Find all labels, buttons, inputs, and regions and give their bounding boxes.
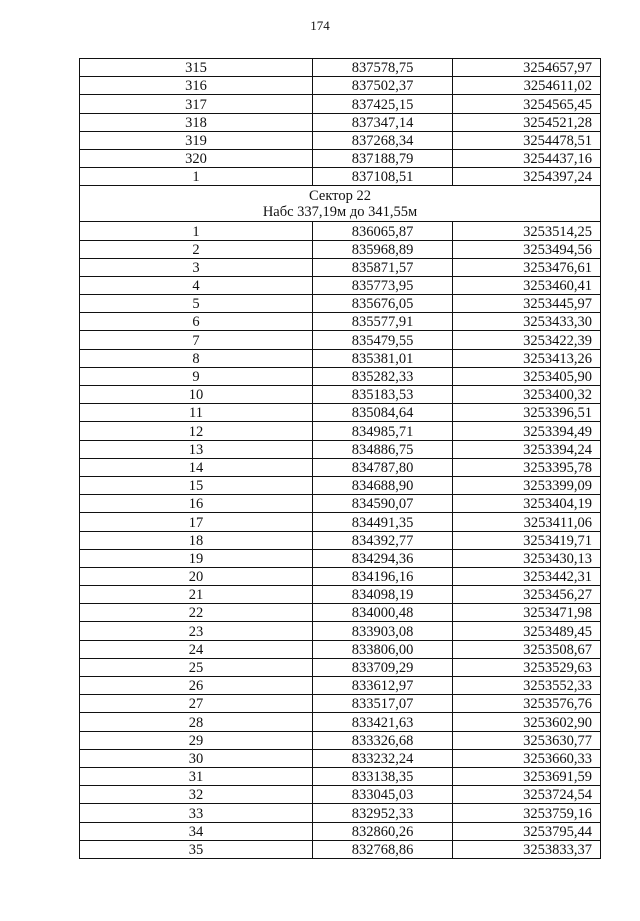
x-coordinate-cell: 834787,80 <box>313 458 453 476</box>
sector-header-cell <box>80 186 601 222</box>
point-number-cell: 24 <box>80 640 313 658</box>
table-row <box>80 604 601 622</box>
y-coordinate-cell: 3253552,33 <box>453 677 601 695</box>
table-row <box>80 822 601 840</box>
x-coordinate-cell: 835773,95 <box>313 276 453 294</box>
table-row <box>80 513 601 531</box>
x-coordinate-cell: 834688,90 <box>313 476 453 494</box>
y-coordinate-cell: 3254657,97 <box>453 59 601 77</box>
point-number-cell: 23 <box>80 622 313 640</box>
table-row <box>80 695 601 713</box>
table-row <box>80 313 601 331</box>
point-number-cell: 318 <box>80 113 313 131</box>
x-coordinate-cell: 834294,36 <box>313 549 453 567</box>
x-coordinate-cell: 833806,00 <box>313 640 453 658</box>
x-coordinate-cell: 834985,71 <box>313 422 453 440</box>
point-number-cell: 12 <box>80 422 313 440</box>
table-row <box>80 531 601 549</box>
x-coordinate-cell: 834886,75 <box>313 440 453 458</box>
point-number-cell: 27 <box>80 695 313 713</box>
y-coordinate-cell: 3253411,06 <box>453 513 601 531</box>
coordinates-table <box>79 58 601 859</box>
y-coordinate-cell: 3254437,16 <box>453 149 601 167</box>
y-coordinate-cell: 3253471,98 <box>453 604 601 622</box>
y-coordinate-cell: 3253724,54 <box>453 786 601 804</box>
point-number-cell: 8 <box>80 349 313 367</box>
table-row <box>80 149 601 167</box>
y-coordinate-cell: 3253395,78 <box>453 458 601 476</box>
x-coordinate-cell: 835084,64 <box>313 404 453 422</box>
point-number-cell: 319 <box>80 131 313 149</box>
page-number: 174 <box>310 18 330 33</box>
x-coordinate-cell: 837108,51 <box>313 168 453 186</box>
point-number-cell: 315 <box>80 59 313 77</box>
x-coordinate-cell: 835183,53 <box>313 386 453 404</box>
table-row <box>80 549 601 567</box>
table-row <box>80 168 601 186</box>
sector-title: Сектор 22 <box>309 188 371 205</box>
table-row <box>80 349 601 367</box>
point-number-cell: 15 <box>80 476 313 494</box>
y-coordinate-cell: 3254611,02 <box>453 77 601 95</box>
y-coordinate-cell: 3253576,76 <box>453 695 601 713</box>
x-coordinate-cell: 835479,55 <box>313 331 453 349</box>
point-number-cell: 14 <box>80 458 313 476</box>
point-number-cell: 22 <box>80 604 313 622</box>
table-row <box>80 476 601 494</box>
y-coordinate-cell: 3254521,28 <box>453 113 601 131</box>
point-number-cell: 5 <box>80 295 313 313</box>
x-coordinate-cell: 837268,34 <box>313 131 453 149</box>
table-row <box>80 113 601 131</box>
y-coordinate-cell: 3253413,26 <box>453 349 601 367</box>
y-coordinate-cell: 3253529,63 <box>453 658 601 676</box>
table-row <box>80 749 601 767</box>
x-coordinate-cell: 837347,14 <box>313 113 453 131</box>
y-coordinate-cell: 3253476,61 <box>453 258 601 276</box>
point-number-cell: 2 <box>80 240 313 258</box>
table-row <box>80 404 601 422</box>
point-number-cell: 7 <box>80 331 313 349</box>
point-number-cell: 32 <box>80 786 313 804</box>
y-coordinate-cell: 3253508,67 <box>453 640 601 658</box>
y-coordinate-cell: 3253514,25 <box>453 222 601 240</box>
table-row <box>80 731 601 749</box>
y-coordinate-cell: 3254478,51 <box>453 131 601 149</box>
x-coordinate-cell: 835871,57 <box>313 258 453 276</box>
point-number-cell: 1 <box>80 222 313 240</box>
table-row <box>80 786 601 804</box>
x-coordinate-cell: 834590,07 <box>313 495 453 513</box>
x-coordinate-cell: 833517,07 <box>313 695 453 713</box>
point-number-cell: 20 <box>80 567 313 585</box>
point-number-cell: 29 <box>80 731 313 749</box>
table-row <box>80 95 601 113</box>
table-row <box>80 222 601 240</box>
x-coordinate-cell: 836065,87 <box>313 222 453 240</box>
point-number-cell: 4 <box>80 276 313 294</box>
table-row <box>80 622 601 640</box>
table-row <box>80 77 601 95</box>
y-coordinate-cell: 3253405,90 <box>453 367 601 385</box>
point-number-cell: 26 <box>80 677 313 695</box>
table-row <box>80 840 601 858</box>
point-number-cell: 316 <box>80 77 313 95</box>
point-number-cell: 1 <box>80 168 313 186</box>
point-number-cell: 11 <box>80 404 313 422</box>
x-coordinate-cell: 833612,97 <box>313 677 453 695</box>
point-number-cell: 9 <box>80 367 313 385</box>
y-coordinate-cell: 3254565,45 <box>453 95 601 113</box>
point-number-cell: 17 <box>80 513 313 531</box>
x-coordinate-cell: 832952,33 <box>313 804 453 822</box>
y-coordinate-cell: 3253460,41 <box>453 276 601 294</box>
x-coordinate-cell: 835968,89 <box>313 240 453 258</box>
y-coordinate-cell: 3253445,97 <box>453 295 601 313</box>
y-coordinate-cell: 3253833,37 <box>453 840 601 858</box>
y-coordinate-cell: 3253489,45 <box>453 622 601 640</box>
table-row <box>80 386 601 404</box>
x-coordinate-cell: 834392,77 <box>313 531 453 549</box>
point-number-cell: 3 <box>80 258 313 276</box>
point-number-cell: 30 <box>80 749 313 767</box>
rows-after-sector <box>80 222 601 859</box>
y-coordinate-cell: 3253404,19 <box>453 495 601 513</box>
x-coordinate-cell: 837425,15 <box>313 95 453 113</box>
point-number-cell: 19 <box>80 549 313 567</box>
point-number-cell: 21 <box>80 586 313 604</box>
table-row <box>80 677 601 695</box>
x-coordinate-cell: 835676,05 <box>313 295 453 313</box>
x-coordinate-cell: 833709,29 <box>313 658 453 676</box>
point-number-cell: 31 <box>80 767 313 785</box>
x-coordinate-cell: 837502,37 <box>313 77 453 95</box>
table-row <box>80 567 601 585</box>
x-coordinate-cell: 833903,08 <box>313 622 453 640</box>
point-number-cell: 320 <box>80 149 313 167</box>
table-row <box>80 367 601 385</box>
table-row <box>80 713 601 731</box>
x-coordinate-cell: 833232,24 <box>313 749 453 767</box>
table-row <box>80 276 601 294</box>
point-number-cell: 33 <box>80 804 313 822</box>
y-coordinate-cell: 3253630,77 <box>453 731 601 749</box>
x-coordinate-cell: 834196,16 <box>313 567 453 585</box>
table-row <box>80 458 601 476</box>
table-row <box>80 586 601 604</box>
x-coordinate-cell: 837578,75 <box>313 59 453 77</box>
table-row <box>80 240 601 258</box>
rows-before-sector <box>80 59 601 186</box>
point-number-cell: 317 <box>80 95 313 113</box>
x-coordinate-cell: 833138,35 <box>313 767 453 785</box>
table-row <box>80 804 601 822</box>
x-coordinate-cell: 833326,68 <box>313 731 453 749</box>
point-number-cell: 16 <box>80 495 313 513</box>
y-coordinate-cell: 3253430,13 <box>453 549 601 567</box>
sector-header-row <box>80 186 601 222</box>
point-number-cell: 28 <box>80 713 313 731</box>
y-coordinate-cell: 3253399,09 <box>453 476 601 494</box>
table-row <box>80 495 601 513</box>
point-number-cell: 13 <box>80 440 313 458</box>
y-coordinate-cell: 3253394,49 <box>453 422 601 440</box>
x-coordinate-cell: 837188,79 <box>313 149 453 167</box>
point-number-cell: 35 <box>80 840 313 858</box>
y-coordinate-cell: 3253400,32 <box>453 386 601 404</box>
table-row <box>80 131 601 149</box>
x-coordinate-cell: 832768,86 <box>313 840 453 858</box>
sector-header-body <box>80 186 601 222</box>
table-row <box>80 422 601 440</box>
table-row <box>80 59 601 77</box>
y-coordinate-cell: 3253396,51 <box>453 404 601 422</box>
y-coordinate-cell: 3253394,24 <box>453 440 601 458</box>
y-coordinate-cell: 3253759,16 <box>453 804 601 822</box>
table-row <box>80 295 601 313</box>
y-coordinate-cell: 3253433,30 <box>453 313 601 331</box>
x-coordinate-cell: 834098,19 <box>313 586 453 604</box>
point-number-cell: 34 <box>80 822 313 840</box>
point-number-cell: 25 <box>80 658 313 676</box>
table-row <box>80 767 601 785</box>
y-coordinate-cell: 3253422,39 <box>453 331 601 349</box>
x-coordinate-cell: 834000,48 <box>313 604 453 622</box>
x-coordinate-cell: 835577,91 <box>313 313 453 331</box>
table-row <box>80 331 601 349</box>
y-coordinate-cell: 3253442,31 <box>453 567 601 585</box>
table-row <box>80 658 601 676</box>
x-coordinate-cell: 833045,03 <box>313 786 453 804</box>
x-coordinate-cell: 835282,33 <box>313 367 453 385</box>
point-number-cell: 18 <box>80 531 313 549</box>
table-row <box>80 440 601 458</box>
table-row <box>80 258 601 276</box>
point-number-cell: 10 <box>80 386 313 404</box>
point-number-cell: 6 <box>80 313 313 331</box>
x-coordinate-cell: 834491,35 <box>313 513 453 531</box>
y-coordinate-cell: 3254397,24 <box>453 168 601 186</box>
y-coordinate-cell: 3253456,27 <box>453 586 601 604</box>
y-coordinate-cell: 3253602,90 <box>453 713 601 731</box>
x-coordinate-cell: 833421,63 <box>313 713 453 731</box>
y-coordinate-cell: 3253660,33 <box>453 749 601 767</box>
sector-subtitle: Набс 337,19м до 341,55м <box>262 204 418 221</box>
y-coordinate-cell: 3253691,59 <box>453 767 601 785</box>
x-coordinate-cell: 835381,01 <box>313 349 453 367</box>
y-coordinate-cell: 3253795,44 <box>453 822 601 840</box>
table-row <box>80 640 601 658</box>
x-coordinate-cell: 832860,26 <box>313 822 453 840</box>
y-coordinate-cell: 3253419,71 <box>453 531 601 549</box>
y-coordinate-cell: 3253494,56 <box>453 240 601 258</box>
